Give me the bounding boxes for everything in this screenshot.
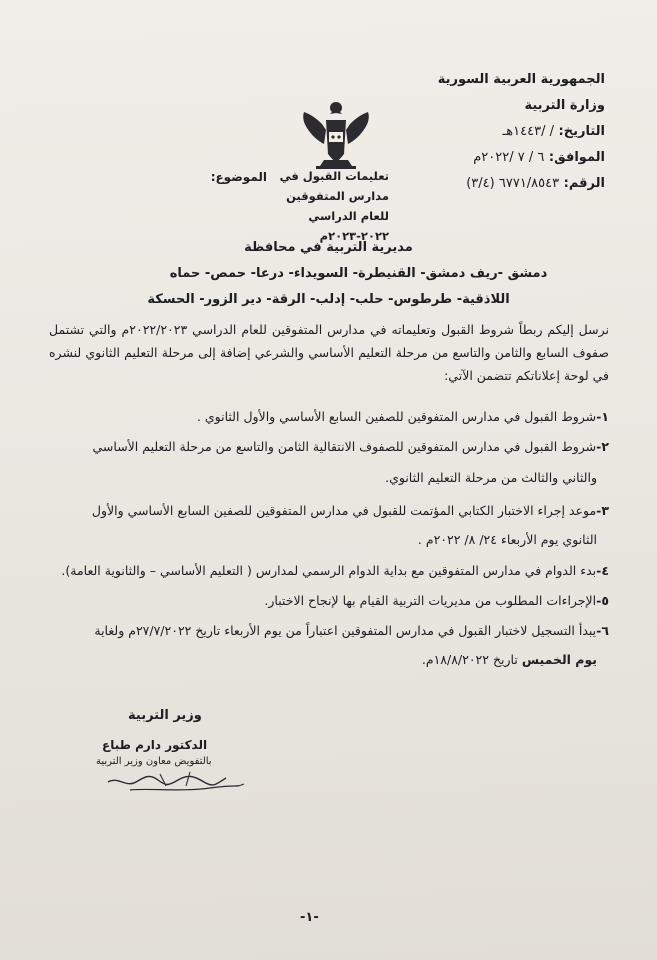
list-item-2-continuation: والثاني والثالث من مرحلة التعليم الثانوي. xyxy=(385,470,597,485)
signature-delegate: بالتفويض معاون وزير التربية xyxy=(96,756,212,767)
ministry-name: وزارة التربية xyxy=(524,98,605,113)
reference-label: الرقم: xyxy=(563,176,605,191)
date-hijri-value: / /١٤٤٣هـ xyxy=(502,124,554,139)
item-text: يبدأ التسجيل لاختبار القبول في مدارس المتفوقين اعتباراً من يوم الأربعاء تاريخ ٢٧/٧/٢٠٢٢م ولغاية xyxy=(94,623,597,638)
list-item-3 xyxy=(44,500,609,522)
item-number: ٥- xyxy=(596,593,609,608)
item-6-day-bold: يوم الخميس xyxy=(521,652,597,667)
item-number: ٣- xyxy=(596,503,609,518)
date-hijri xyxy=(502,124,605,139)
addressee-line-2: اللاذقية- طرطوس- حلب- إدلب- الرقة- دير الزور- الحسكة xyxy=(147,292,510,307)
item-text: شروط القبول في مدارس المتفوقين للصفين السابع الأساسي والأول الثانوي . xyxy=(196,409,597,424)
reference-number xyxy=(466,176,605,191)
republic-name: الجمهورية العربية السورية xyxy=(437,72,605,87)
list-item-6-continuation xyxy=(57,652,597,667)
item-number: ٤- xyxy=(596,563,609,578)
date-gregorian-label: الموافق: xyxy=(548,150,605,165)
list-item-4 xyxy=(44,560,609,582)
list-item-2 xyxy=(44,436,609,458)
subject-line-2: للعام الدراسي ٢٠٢٢-٢٠٢٣م xyxy=(308,209,389,243)
subject-label: الموضوع: xyxy=(210,170,267,184)
addressee-title: مديرية التربية في محافظة xyxy=(244,240,413,255)
list-item-6 xyxy=(44,620,609,642)
list-item-5 xyxy=(44,590,609,612)
emblem-icon xyxy=(296,98,376,174)
date-gregorian-value: ٦ / ٧ /٢٠٢٢م xyxy=(473,150,545,165)
item-text: شروط القبول في مدارس المتفوقين للصفوف الانتقالية الثامن والتاسع من مرحلة التعليم الأساسي xyxy=(92,439,597,454)
handwritten-signature-icon xyxy=(100,760,250,800)
item-number: ٦- xyxy=(596,623,609,638)
list-item-1 xyxy=(44,406,609,428)
item-text: موعد إجراء الاختبار الكتابي المؤتمت للقبول في مدارس المتفوقين للصفين السابع الأساسي والأول xyxy=(91,503,597,518)
item-number: ٢- xyxy=(596,439,609,454)
item-6-date: تاريخ ١٨/٨/٢٠٢٢م. xyxy=(421,652,522,667)
addressee-line-1: دمشق -ريف دمشق- القنيطرة- السويداء- درعا- حمص- حماه xyxy=(169,266,548,281)
subject-text xyxy=(249,166,389,246)
date-hijri-label: التاريخ: xyxy=(558,124,605,139)
item-text: الإجراءات المطلوب من مديريات التربية القيام بها لإنجاح الاختبار. xyxy=(264,593,597,608)
item-text: بدء الدوام في مدارس المتفوقين مع بداية الدوام الرسمي لمدارس ( التعليم الأساسي – والثانوية العامة). xyxy=(61,563,597,578)
item-number: ١- xyxy=(596,409,609,424)
reference-value: ٦٧٧١/٨٥٤٣ (٣/٤) xyxy=(466,176,560,191)
list-item-3-continuation: الثانوي يوم الأربعاء ٢٤/ ٨/ ٢٠٢٢م . xyxy=(417,532,597,547)
subject-line-1: تعليمات القبول في مدارس المتفوقين xyxy=(279,169,389,203)
signature-title: وزير التربية xyxy=(128,708,202,723)
date-gregorian xyxy=(473,150,605,165)
signature-name: الدكتور دارم طباع xyxy=(102,738,208,752)
page-number: -١- xyxy=(300,910,319,925)
intro-paragraph: نرسل إليكم ربطاً شروط القبول وتعليماته في مدارس المتفوقين للعام الدراسي ٢٠٢٢/٢٠٢٣م والتي تشتمل صفوف السابع والثامن والتاسع من مرحلة التعليم الأساسي والشرعي إضافة إلى مرحلة التعليم الثانوي لنشره في لوحة إعلاناتكم تتضمن الآتي: xyxy=(49,322,609,383)
